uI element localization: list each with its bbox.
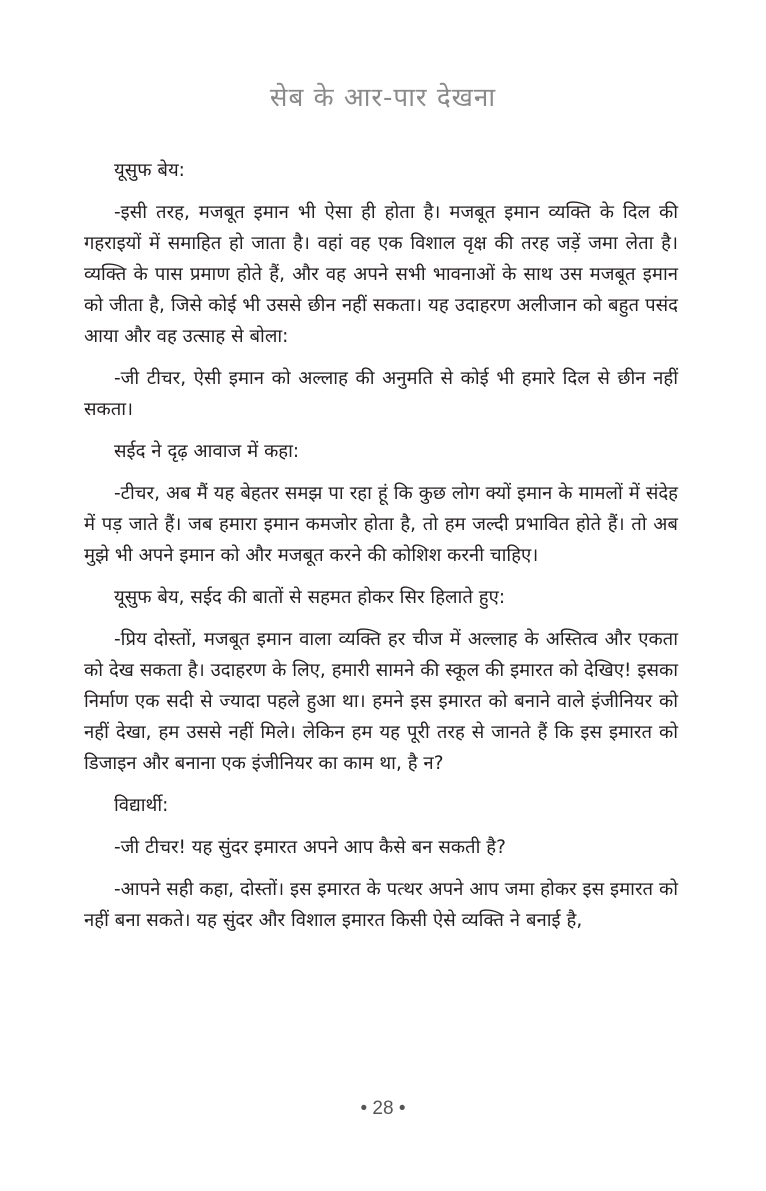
paragraph: -टीचर, अब मैं यह बेहतर समझ पा रहा हूं कि कुछ लोग क्यों इमान के मामलों में संदेह में पड़ जाते हैं। जब हमारा इमान कमजोर होता है, तो हम जल्दी प्रभावित होते हैं। तो अब मुझे भी अपने इमान को और मजबूत करने की कोशिश करनी चाहिए।: [84, 483, 678, 566]
paragraph: -आपने सही कहा, दोस्तों। इस इमारत के पत्थर अपने आप जमा होकर इस इमारत को नहीं बना सकते। यह सुंदर और विशाल इमारत किसी ऐसे व्यक्ति ने बनाई है,: [84, 879, 678, 931]
paragraph: -जी टीचर! यह सुंदर इमारत अपने आप कैसे बन सकती है?: [114, 837, 506, 858]
paragraph-speaker-yusuf: यूसुफ बेय:: [114, 160, 185, 181]
paragraph-speaker-saeed: सईद ने दृढ़ आवाज में कहा:: [114, 441, 300, 462]
paragraph: -जी टीचर, ऐसी इमान को अल्लाह की अनुमति से कोई भी हमारे दिल से छीन नहीं सकता।: [84, 368, 678, 420]
paragraph: -प्रिय दोस्तों, मजबूत इमान वाला व्यक्ति हर चीज में अल्लाह के अस्तित्व और एकता को देख सकता है। उदाहरण के लिए, हमारी सामने की स्कूल की इमारत को देखिए! इसका निर्माण एक सदी से ज्यादा पहले हुआ था। हमने इस इमारत को बनाने वाले इंजीनियर को नहीं देखा, हम उससे नहीं मिले। लेकिन हम यह पूरी तरह से जानते हैं कि इस इमारत को डिजाइन और बनाना एक इंजीनियर का काम था, है न?: [84, 629, 678, 774]
chapter-title: सेब के आर-पार देखना: [269, 83, 497, 113]
paragraph-speaker-yusuf: यूसुफ बेय, सईद की बातों से सहमत होकर सिर हिलाते हुए:: [114, 587, 506, 608]
paragraph: -इसी तरह, मजबूत इमान भी ऐसा ही होता है। मजबूत इमान व्यक्ति के दिल की गहराइयों में समाहित हो जाता है। वहां वह एक विशाल वृक्ष की तरह जड़ें जमा लेता है। व्यक्ति के पास प्रमाण होते हैं, और वह अपने सभी भावनाओं के साथ उस मजबूत इमान को जीता है, जिसे कोई भी उससे छीन नहीं सकता। यह उदाहरण अलीजान को बहुत पसंद आया और वह उत्साह से बोला:: [84, 202, 678, 347]
paragraph-speaker-students: विद्यार्थी:: [114, 795, 169, 816]
body-text: [84, 155, 678, 947]
page-number: • 28 •: [360, 1098, 406, 1119]
